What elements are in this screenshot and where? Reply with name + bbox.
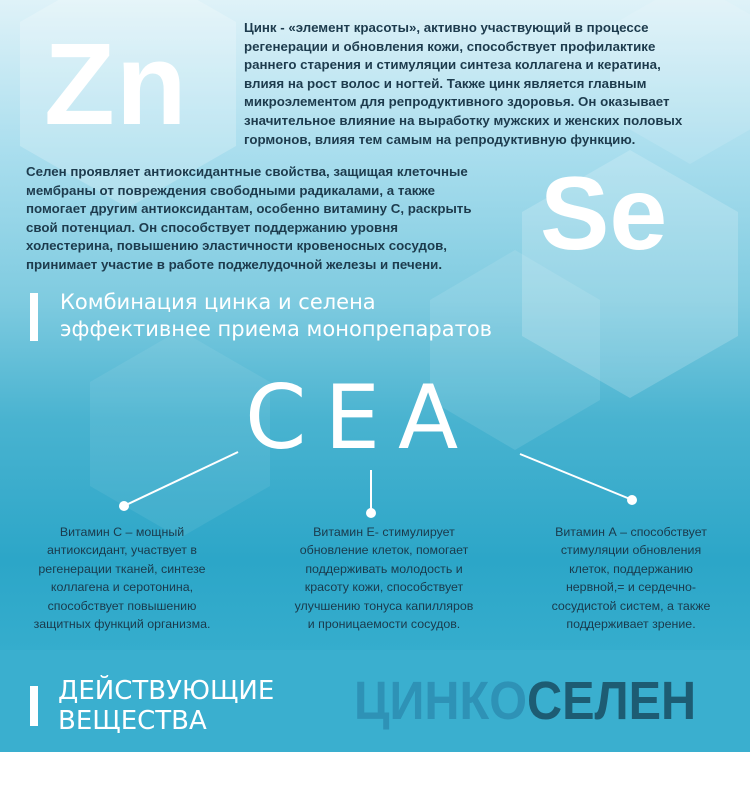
selen-line: холестерина, повышению эластичности кровеносных сосудов, bbox=[26, 238, 447, 254]
selen-line: мембраны от повреждения свободными радикалами, а также bbox=[26, 182, 436, 198]
vitamin-c-description bbox=[6, 523, 238, 633]
vitamin-e-line: Витамин Е- стимулирует bbox=[313, 525, 455, 539]
vitamin-a-line: поддерживает зрение. bbox=[566, 617, 696, 632]
footer-band bbox=[0, 650, 750, 752]
vitamin-a-description bbox=[518, 523, 744, 633]
accent-bar bbox=[30, 293, 38, 341]
brand-part-1: ЦИНКО bbox=[354, 671, 527, 731]
vitamins-title: CEA bbox=[245, 366, 477, 469]
selen-line: принимает участие в работе поджелудочной железы и печени. bbox=[26, 256, 443, 272]
vitamin-a-line: стимуляции обновления bbox=[560, 543, 702, 558]
vitamin-e-description bbox=[268, 523, 500, 633]
vitamin-e-line: поддерживать молодость и bbox=[305, 561, 463, 576]
accent-bar bbox=[30, 686, 38, 726]
selen-line: помогает другим антиоксидантам, особенно витамину С, раскрыть bbox=[26, 201, 472, 217]
vitamin-a-line: нервной,= и сердечно- bbox=[565, 580, 697, 595]
selen-line: свой потенциал. Он способствует поддержанию уровня bbox=[26, 219, 398, 235]
zinc-description bbox=[244, 19, 734, 149]
vitamin-e-line: обновление клеток, помогает bbox=[299, 543, 469, 558]
vitamin-a-line: Витамин А – способствует bbox=[555, 525, 707, 539]
selen-description bbox=[26, 163, 526, 275]
vitamin-c-line: регенерации тканей, синтезе bbox=[38, 561, 206, 576]
zinc-line: регенерации и обновления кожи, способствует профилактике bbox=[244, 38, 656, 54]
vitamin-c-line: защитных функций организма. bbox=[33, 617, 211, 632]
active-line-2: ВЕЩЕСТВА bbox=[58, 706, 207, 736]
active-line-1: ДЕЙСТВУЮЩИЕ bbox=[58, 676, 275, 706]
zinc-line: гормонов, влияя тем самым на репродуктивную функцию. bbox=[244, 131, 636, 147]
zinc-line: Цинк - «элемент красоты», активно участвующий в процессе bbox=[244, 20, 649, 35]
zinc-line: значительное влияние на выработку мужских и женских половых bbox=[244, 112, 683, 128]
selen-line: Селен проявляет антиоксидантные свойства, защищая клеточные bbox=[26, 164, 468, 179]
active-substances-label bbox=[58, 676, 274, 736]
vitamin-c-line: коллагена и серотонина, bbox=[50, 580, 194, 595]
zinc-symbol: Zn bbox=[44, 19, 188, 149]
vitamin-c-line: антиоксидант, участвует в bbox=[46, 543, 197, 558]
brand-part-2: СЕЛЕН bbox=[526, 671, 697, 731]
vitamin-e-line: красоту кожи, способствует bbox=[304, 580, 464, 595]
vitamin-a-line: клеток, поддержанию bbox=[569, 561, 693, 576]
zinc-line: влияя на рост волос и ногтей. Также цинк является главным bbox=[244, 75, 647, 91]
vitamin-e-line: и проницаемости сосудов. bbox=[307, 617, 461, 632]
combination-line-2: эффективнее приема монопрепаратов bbox=[60, 317, 493, 341]
vitamin-c-line: Витамин С – мощный bbox=[59, 525, 185, 539]
zinc-line: раннего старения и стимуляции синтеза коллагена и кератина, bbox=[244, 57, 661, 73]
vitamin-a-line: сосудистой систем, а также bbox=[551, 598, 711, 613]
combination-line-1: Комбинация цинка и селена bbox=[60, 290, 376, 314]
brand-name bbox=[354, 671, 696, 731]
combination-statement bbox=[30, 289, 590, 349]
selenium-symbol: Se bbox=[540, 156, 668, 272]
zinc-line: микроэлементом для репродуктивного здоровья. Он оказывает bbox=[244, 94, 670, 110]
vitamin-c-line: способствует повышению bbox=[47, 598, 197, 613]
vitamin-e-line: улучшению тонуса капилляров bbox=[294, 598, 474, 613]
